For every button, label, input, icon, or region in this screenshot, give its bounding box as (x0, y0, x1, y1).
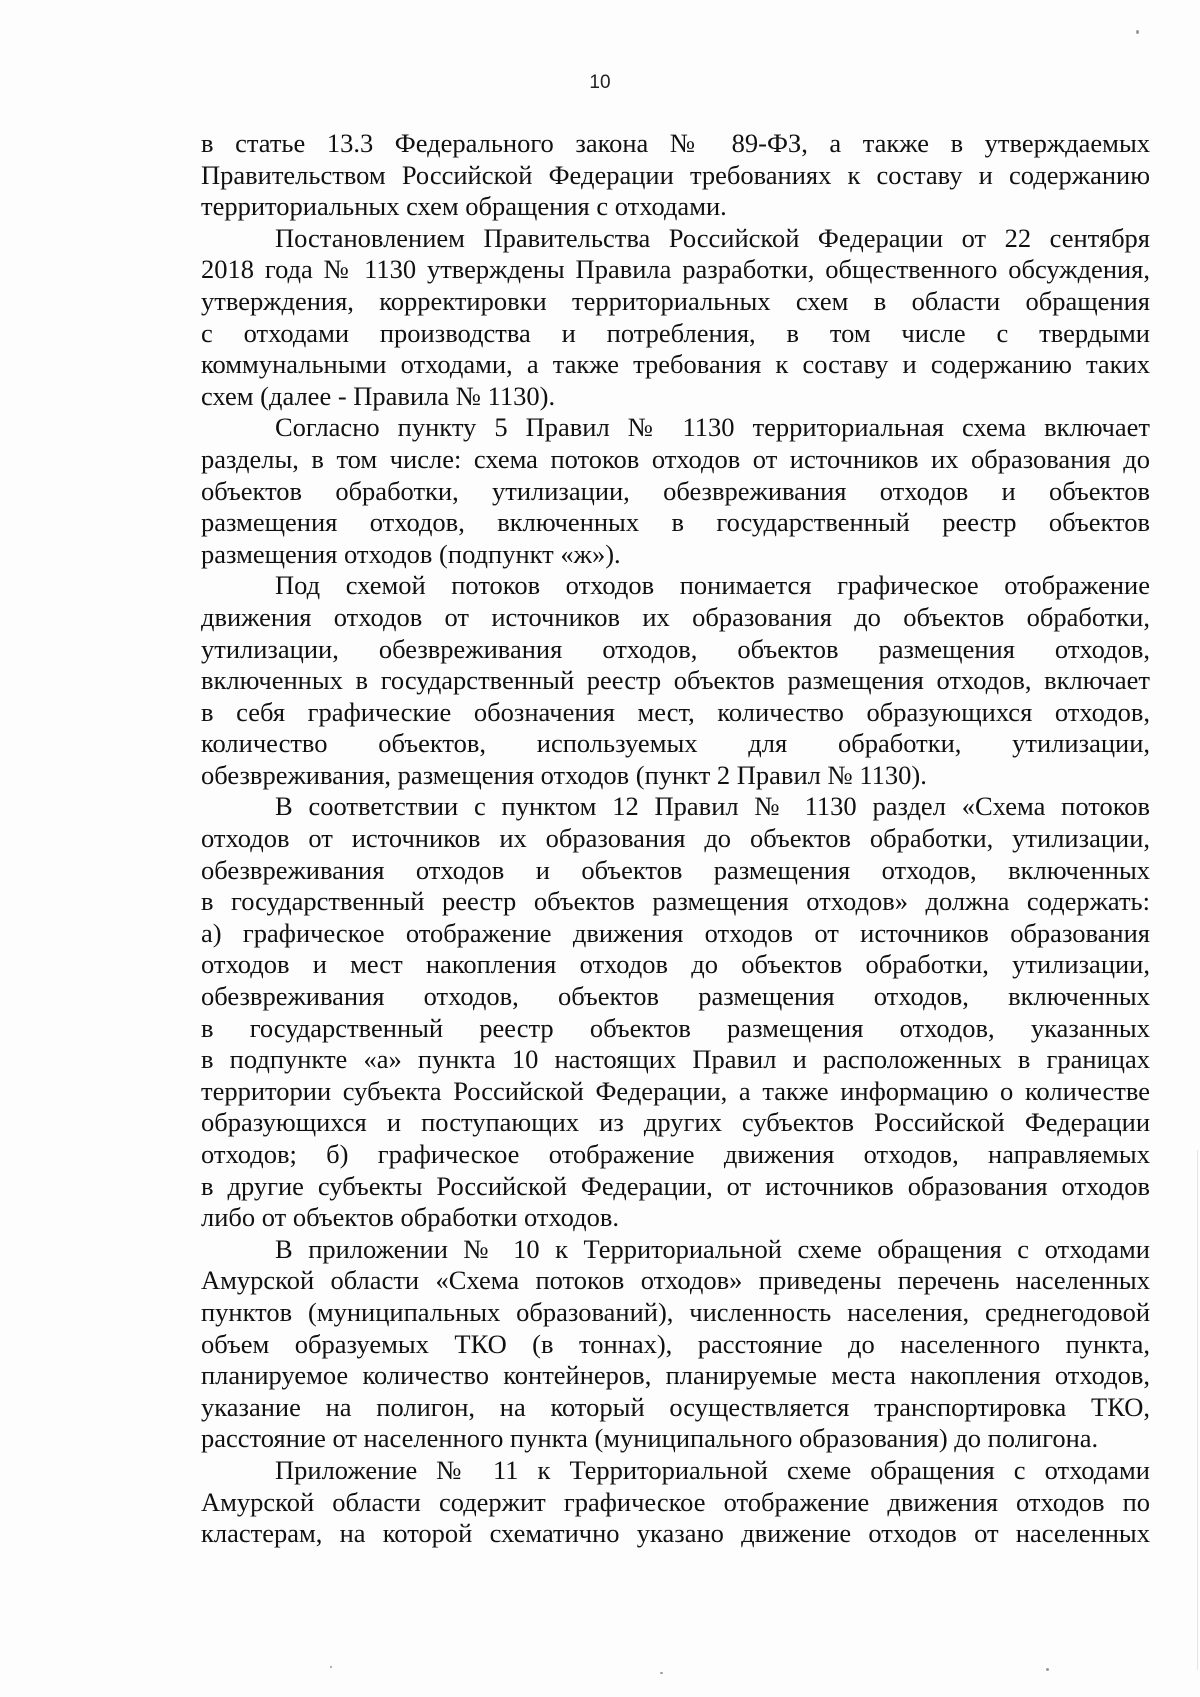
text-line: Амурской области «Схема потоков отходов» приведены перечень населенных (201, 1265, 1150, 1296)
text-line: в статье 13.3 Федерального закона № 89-ФЗ, а также в утверждаемых (201, 128, 1150, 158)
text-line: образующихся и поступающих из других субъектов Российской Федерации (201, 1107, 1150, 1138)
text-line: обезвреживания отходов, объектов размещения отходов, включенных (201, 981, 1150, 1012)
text-line: пунктов (муниципальных образований), численность населения, среднегодовой (201, 1296, 1150, 1327)
text-line: размещения отходов, включенных в государственный реестр объектов (201, 507, 1150, 538)
text-line: расстояние от населенного пункта (муниципального образования) до полигона. (201, 1423, 1099, 1454)
text-line: в государственный реестр объектов размещения отходов, указанных (201, 1012, 1150, 1043)
paragraph (201, 1455, 1150, 1550)
text-line: либо от объектов обработки отходов. (201, 1202, 620, 1233)
text-line: Постановлением Правительства Российской Федерации от 22 сентября (275, 222, 1150, 253)
text-line: отходов; б) графическое отображение движения отходов, направляемых (201, 1139, 1150, 1169)
document-body (201, 128, 1150, 1550)
text-line: движения отходов от источников их образования до объектов обработки, (201, 601, 1150, 632)
paragraph (201, 223, 1150, 413)
text-line: в себя графические обозначения мест, количество образующихся отходов, (201, 696, 1150, 727)
text-line: отходов от источников их образования до объектов обработки, утилизации, (201, 823, 1150, 854)
text-line: В соответствии с пунктом 12 Правил № 1130 раздел «Схема потоков (275, 791, 1150, 822)
scan-speck (1046, 1668, 1049, 1671)
paragraph (201, 791, 1150, 1233)
text-line: В приложении № 10 к Территориальной схеме обращения с отходами (275, 1233, 1150, 1264)
text-line: включенных в государственный реестр объектов размещения отходов, включает (201, 665, 1150, 696)
paragraph (201, 570, 1150, 791)
text-line: обезвреживания отходов и объектов размещения отходов, включенных (201, 854, 1150, 885)
text-line: коммунальными отходами, а также требования к составу и содержанию таких (201, 349, 1150, 380)
text-line: количество объектов, используемых для обработки, утилизации, (201, 728, 1150, 759)
text-line: объем образуемых ТКО (в тоннах), расстояние до населенного пункта, (201, 1328, 1150, 1359)
text-line: а) графическое отображение движения отходов от источников образования (201, 917, 1150, 948)
text-line: разделы, в том числе: схема потоков отходов от источников их образования до (201, 443, 1150, 474)
text-line: в государственный реестр объектов размещения отходов» должна содержать: (201, 886, 1150, 917)
text-line: обезвреживания, размещения отходов (пункт 2 Правил № 1130). (201, 759, 927, 790)
text-line: территориальных схем обращения с отходами. (201, 191, 727, 222)
text-line: утилизации, обезвреживания отходов, объектов размещения отходов, (201, 633, 1150, 664)
scan-speck (1136, 30, 1139, 34)
text-line: Согласно пункту 5 Правил № 1130 территориальная схема включает (275, 412, 1150, 443)
text-line: отходов и мест накопления отходов до объектов обработки, утилизации, (201, 949, 1150, 980)
paragraph (201, 128, 1150, 223)
text-line: кластерам, на которой схематично указано движение отходов от населенных (201, 1518, 1150, 1549)
text-line: Амурской области содержит графическое отображение движения отходов по (201, 1486, 1150, 1517)
text-line: утверждения, корректировки территориальных схем в области обращения (201, 285, 1150, 316)
text-line: в другие субъекты Российской Федерации, от источников образования отходов (201, 1170, 1150, 1201)
text-line: Приложение № 11 к Территориальной схеме обращения с отходами (275, 1454, 1150, 1485)
text-line: 2018 года № 1130 утверждены Правила разработки, общественного обсуждения, (201, 254, 1150, 285)
paragraph (201, 1234, 1150, 1455)
text-line: с отходами производства и потребления, в том числе с твердыми (201, 317, 1150, 348)
text-line: объектов обработки, утилизации, обезвреживания отходов и объектов (201, 475, 1150, 506)
scan-edge-line (1197, 1150, 1198, 1670)
page-number: 10 (589, 72, 611, 93)
text-line: Правительством Российской Федерации требованиях к составу и содержанию (201, 159, 1150, 190)
scan-speck (660, 1672, 663, 1674)
text-line: размещения отходов (подпункт «ж»). (201, 538, 621, 569)
text-line: в подпункте «а» пункта 10 настоящих Правил и расположенных в границах (201, 1044, 1150, 1075)
text-line: планируемое количество контейнеров, планируемые места накопления отходов, (201, 1360, 1150, 1391)
text-line: схем (далее - Правила № 1130). (201, 380, 556, 411)
text-line: территории субъекта Российской Федерации, а также информацию о количестве (201, 1075, 1150, 1106)
paragraph (201, 412, 1150, 570)
scan-speck (330, 1666, 332, 1668)
text-line: указание на полигон, на который осуществляется транспортировка ТКО, (201, 1391, 1150, 1422)
text-line: Под схемой потоков отходов понимается графическое отображение (275, 570, 1150, 601)
